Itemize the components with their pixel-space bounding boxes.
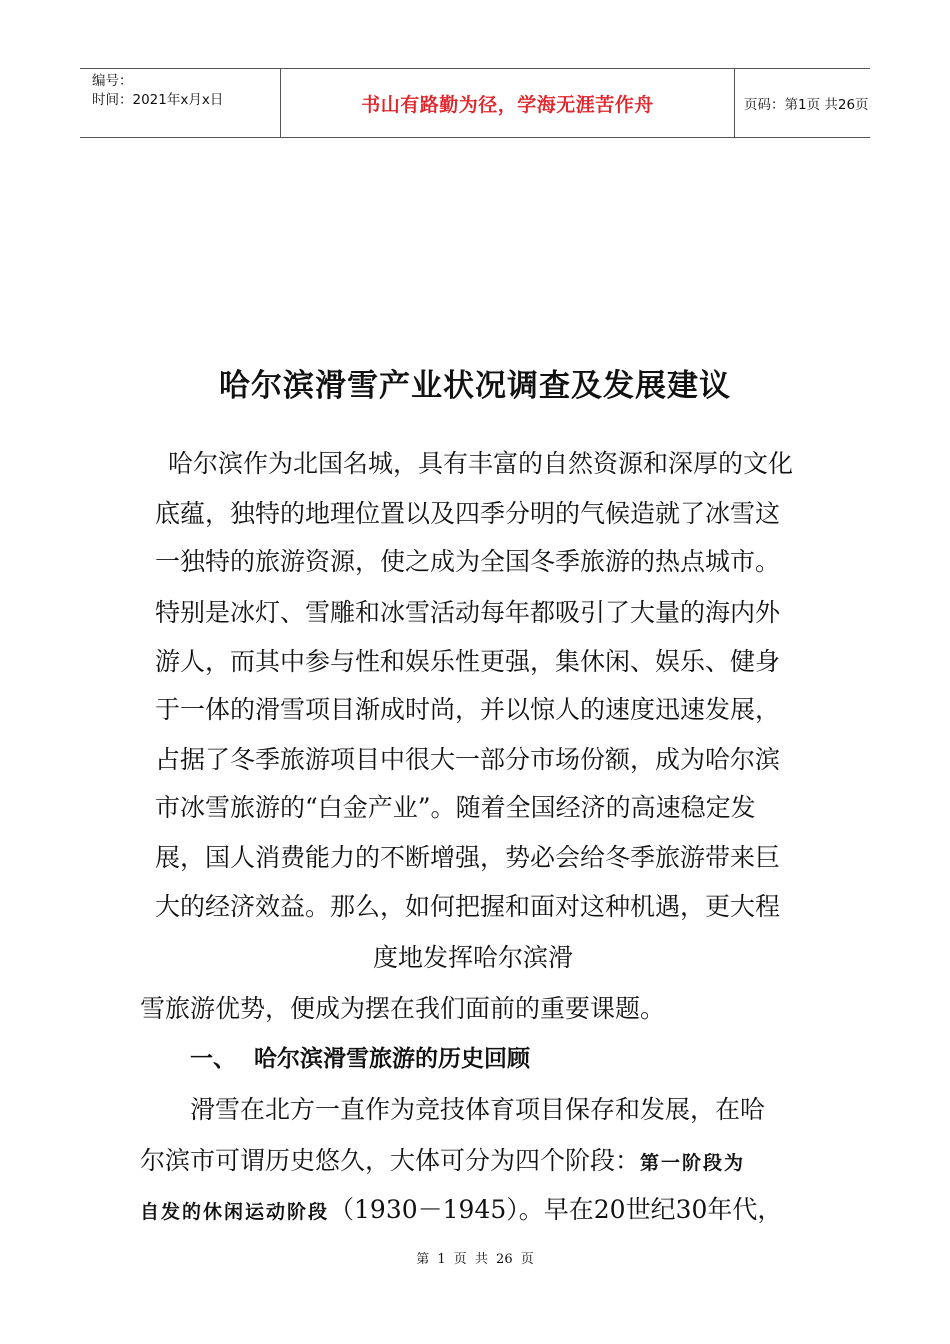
paragraph-line: 特别是冰灯、雪雕和冰雪活动每年都吸引了大量的海内外 — [155, 598, 781, 627]
paragraph-line: 雪旅游优势，便成为摆在我们面前的重要课题。 — [140, 994, 666, 1023]
paragraph-line: 度地发挥哈尔滨滑 — [373, 943, 574, 972]
paragraph-line: 占据了冬季旅游项目中很大一部分市场份额，成为哈尔滨 — [155, 745, 781, 774]
paragraph-line: 大的经济效益。那么，如何把握和面对这种机遇，更大程 — [155, 892, 781, 921]
paragraph-line: 于一体的滑雪项目渐成时尚，并以惊人的速度迅速发展， — [155, 695, 781, 724]
paragraph-text-run: （1930－1945）。早在20世纪30年代， — [329, 1195, 783, 1224]
paragraph-line: 底蕴，独特的地理位置以及四季分明的气候造就了冰雪这 — [155, 499, 781, 528]
paragraph-line: 一独特的旅游资源，使之成为全国冬季旅游的热点城市。 — [155, 547, 781, 576]
document-title: 哈尔滨滑雪产业状况调查及发展建议 — [219, 368, 731, 404]
document-header — [80, 68, 870, 138]
paragraph-line: 市冰雪旅游的“白金产业”。随着全国经济的高速稳定发 — [155, 793, 756, 822]
section-heading — [190, 1040, 530, 1073]
header-page-info: 页码：第1页 共26页 — [744, 97, 869, 113]
header-time-label: 时间：2021年x月x日 — [92, 92, 224, 108]
paragraph-line: 滑雪在北方一直作为竞技体育项目保存和发展，在哈 — [190, 1095, 766, 1124]
paragraph-line — [140, 1141, 745, 1177]
paragraph-line: 哈尔滨作为北国名城，具有丰富的自然资源和深厚的文化 — [168, 449, 794, 478]
paragraph-bold-run: 第一阶段为 — [640, 1152, 746, 1174]
header-motto-cell — [280, 69, 735, 137]
paragraph-line: 展，国人消费能力的不断增强，势必会给冬季旅游带来巨 — [155, 843, 781, 872]
paragraph-line — [140, 1190, 782, 1226]
paragraph-bold-run: 自发的休闲运动阶段 — [140, 1201, 330, 1223]
header-meta — [80, 69, 280, 137]
header-motto: 书山有路勤为径，学海无涯苦作舟 — [361, 93, 654, 116]
section-number: 一、 — [190, 1046, 236, 1072]
section-heading-text: 哈尔滨滑雪旅游的历史回顾 — [254, 1046, 530, 1072]
paragraph-text-run: 尔滨市可谓历史悠久，大体可分为四个阶段： — [140, 1146, 641, 1175]
page-footer: 第 1 页 共 26 页 — [416, 1252, 534, 1267]
header-number-label: 编号： — [92, 73, 133, 89]
paragraph-line: 游人，而其中参与性和娱乐性更强，集休闲、娱乐、健身 — [155, 647, 781, 676]
